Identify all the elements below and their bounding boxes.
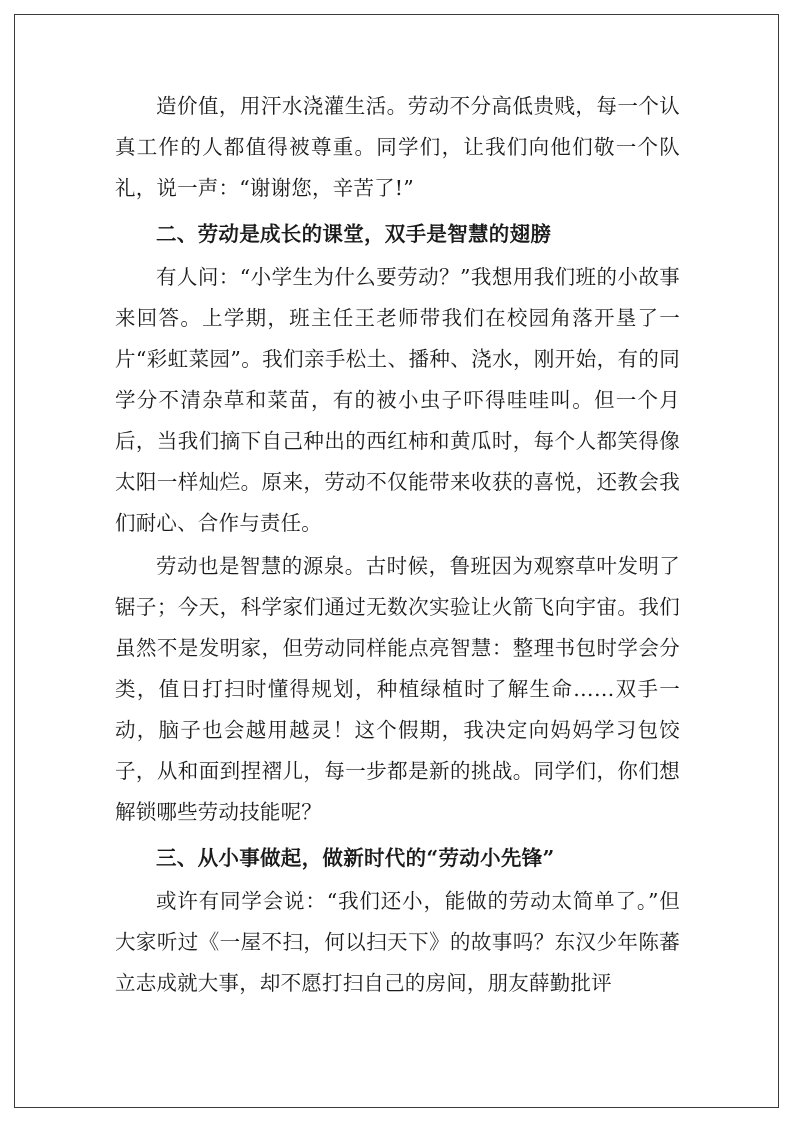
section-heading-three: 三、从小事做起，做新时代的“劳动小先锋”: [156, 846, 555, 870]
paragraph-labor-wisdom: 劳动也是智慧的源泉。古时候，鲁班因为观察草叶发明了锯子；今天，科学家们通过无数次实验让火箭飞向宇宙。我们虽然不是发明家，但劳动同样能点亮智慧：整理书包时学会分类，值日打扫时懂得规划，种植绿植时了解生命……双手一动，脑子也会越用越灵！这个假期，我决定向妈妈学习包饺子，从和面到捏褶儿，每一步都是新的挑战。同学们，你们想解锁哪些劳动技能呢？: [115, 554, 680, 824]
paragraph-chenfan-story: 或许有同学会说：“我们还小，能做的劳动太简单了。”但大家听过《一屋不扫，何以扫天下》的故事吗？东汉少年陈蕃立志成就大事，却不愿打扫自己的房间，朋友薛勤批评: [115, 889, 680, 995]
paragraph-rainbow-garden: 有人问：“小学生为什么要劳动？”我想用我们班的小故事来回答。上学期，班主任王老师带我们在校园角落开垦了一片“彩虹菜园”。我们亲手松土、播种、浇水，刚开始，有的同学分不清杂草和菜苗，有的被小虫子吓得哇哇叫。但一个月后，当我们摘下自己种出的西红柿和黄瓜时，每个人都笑得像太阳一样灿烂。原来，劳动不仅能带来收获的喜悦，还教会我们耐心、合作与责任。: [115, 265, 680, 535]
section-heading-two: 二、劳动是成长的课堂，双手是智慧的翅膀: [156, 222, 552, 246]
paragraph-continuation: 造价值，用汗水浇灌生活。劳动不分高低贵贱，每一个认真工作的人都值得被尊重。同学们，让我们向他们敬一个队礼，说一声：“谢谢您，辛苦了!”: [115, 94, 680, 200]
document-body: [115, 86, 680, 1006]
